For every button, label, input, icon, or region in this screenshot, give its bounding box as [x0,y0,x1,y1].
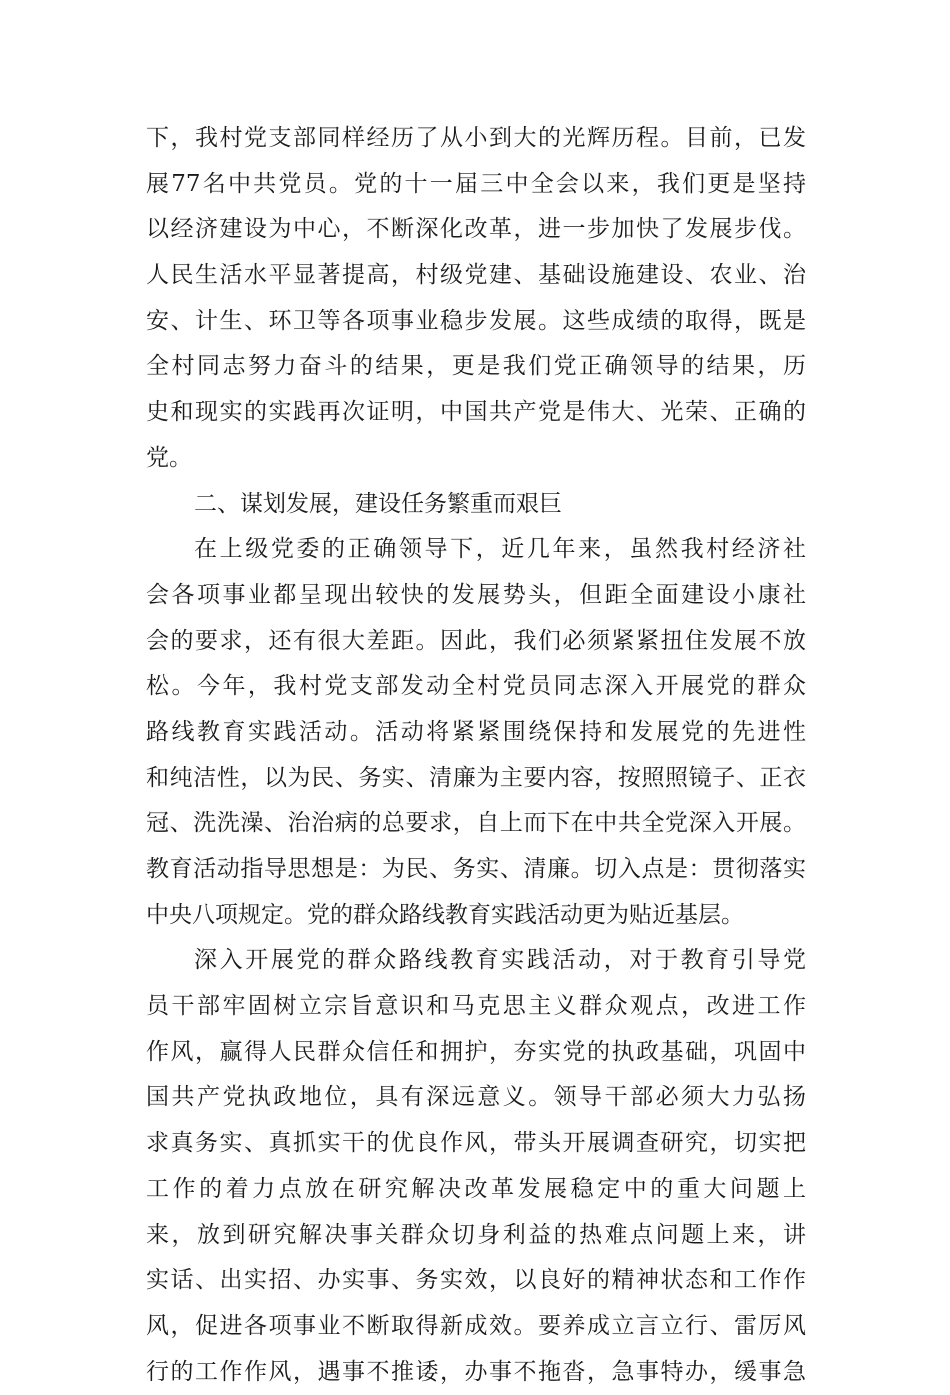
text-line-21: 作风，赢得人民群众信任和拥护，夯实党的执政基础，巩固中 [146,1038,806,1065]
text-line-11: 会各项事业都呈现出较快的发展势头，但距全面建设小康社 [146,581,806,608]
text-line-22: 国共产党执政地位，具有深远意义。领导干部必须大力弘扬 [146,1084,806,1111]
text-line-8: 党。 [146,444,192,471]
document-page [146,116,806,1395]
text-line-13: 松。今年，我村党支部发动全村党员同志深入开展党的群众 [146,673,806,700]
text-line-23: 求真务实、真抓实干的优良作风，带头开展调查研究，切实把 [146,1130,806,1157]
text-line-19: 深入开展党的群众路线教育实践活动，对于教育引导党 [194,947,806,974]
text-line-26: 实话、出实招、办实事、务实效，以良好的精神状态和工作作 [146,1267,806,1294]
text-line-28: 行的工作作风，遇事不推诿，办事不拖沓，急事特办，缓事急 [146,1358,806,1385]
text-line-4: 人民生活水平显著提高，村级党建、基础设施建设、农业、治 [146,262,806,289]
text-line-15: 和纯洁性，以为民、务实、清廉为主要内容，按照照镜子、正衣 [146,764,806,791]
text-line-10: 在上级党委的正确领导下，近几年来，虽然我村经济社 [194,536,806,563]
text-line-25: 来，放到研究解决事关群众切身利益的热难点问题上来，讲 [146,1221,806,1248]
text-line-5: 安、计生、环卫等各项事业稳步发展。这些成绩的取得，既是 [146,307,806,334]
text-line-1: 下，我村党支部同样经历了从小到大的光辉历程。目前，已发 [146,125,806,151]
text-line-3: 以经济建设为中心，不断深化改革，进一步加快了发展步伐。 [146,216,806,243]
text-line-18: 中央八项规定。党的群众路线教育实践活动更为贴近基层。 [146,901,744,928]
text-line-12: 会的要求，还有很大差距。因此，我们必须紧紧扭住发展不放 [146,627,806,654]
text-line-6: 全村同志努力奋斗的结果，更是我们党正确领导的结果，历 [146,353,806,380]
text-line-24: 工作的着力点放在研究解决改革发展稳定中的重大问题上 [146,1175,806,1202]
section-heading: 二、谋划发展，建设任务繁重而艰巨 [194,490,562,517]
text-line-16: 冠、洗洗澡、治治病的总要求，自上而下在中共全党深入开展。 [146,810,806,837]
text-line-2: 展77名中共党员。党的十一届三中全会以来，我们更是坚持 [146,170,806,197]
text-line-7: 史和现实的实践再次证明，中国共产党是伟大、光荣、正确的 [146,399,806,426]
text-line-27: 风，促进各项事业不断取得新成效。要养成立言立行、雷厉风 [146,1312,806,1339]
text-line-17: 教育活动指导思想是：为民、务实、清廉。切入点是：贯彻落实 [146,856,806,882]
text-line-20: 员干部牢固树立宗旨意识和马克思主义群众观点，改进工作 [146,993,806,1020]
text-line-14: 路线教育实践活动。活动将紧紧围绕保持和发展党的先进性 [146,718,806,745]
